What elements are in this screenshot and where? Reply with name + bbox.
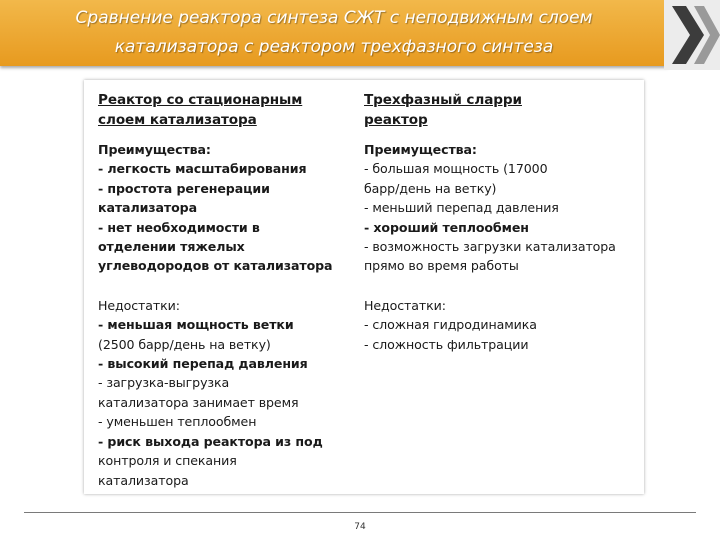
list-item: контроля и спекания <box>98 453 237 469</box>
list-item: (2500 барр/день на ветку) <box>98 336 271 352</box>
fixed-bed-heading-line-2: слоем катализатора <box>98 112 257 128</box>
list-item: - хороший теплообмен <box>364 219 529 235</box>
list-item: - меньший перепад давления <box>364 200 559 216</box>
list-item: катализатора <box>98 472 189 488</box>
comparison-panel <box>84 80 644 494</box>
list-item: - уменьшен теплообмен <box>98 414 257 430</box>
slide-title-line-1: Сравнение реактора синтеза СЖТ с неподвижным слоем <box>75 8 593 28</box>
list-item: отделении тяжелых <box>98 239 245 255</box>
list-item: - нет необходимости в <box>98 219 260 235</box>
slurry-heading-line-1: Трехфазный сларри <box>364 92 522 108</box>
list-item: - большая мощность (17000 <box>364 161 548 177</box>
slurry-heading-line-2: реактор <box>364 112 428 128</box>
list-item: - меньшая мощность ветки <box>98 317 294 333</box>
list-item: - сложная гидродинамика <box>364 317 537 333</box>
list-item: - высокий перепад давления <box>98 356 308 372</box>
list-item: - простота регенерации <box>98 180 270 196</box>
slurry-advantages-title: Преимущества: <box>364 142 477 157</box>
list-item: - риск выхода реактора из под <box>98 433 323 449</box>
list-item: - сложность фильтрации <box>364 336 529 352</box>
list-item: прямо во время работы <box>364 258 519 274</box>
list-item: углеводородов от катализатора <box>98 258 333 274</box>
list-item: катализатора занимает время <box>98 394 299 410</box>
slurry-column <box>364 90 636 354</box>
chevron-arrows-icon <box>664 0 720 70</box>
footer-divider <box>24 512 696 513</box>
list-item: катализатора <box>98 200 197 216</box>
fixed-bed-advantages-title: Преимущества: <box>98 142 211 157</box>
fixed-bed-heading-line-1: Реактор со стационарным <box>98 92 303 108</box>
list-item: - легкость масштабирования <box>98 161 307 177</box>
page-number: 74 <box>354 522 366 532</box>
list-item: - загрузка-выгрузка <box>98 375 230 391</box>
slide-title-line-2: катализатора с реактором трехфазного синтеза <box>114 37 554 57</box>
title-banner <box>0 0 668 66</box>
list-item: - возможность загрузки катализатора <box>364 239 616 255</box>
slide-title <box>0 4 668 62</box>
fixed-bed-column <box>98 90 336 490</box>
list-item: барр/день на ветку) <box>364 180 497 196</box>
slurry-disadvantages-title: Недостатки: <box>364 297 446 313</box>
fixed-bed-disadvantages-title: Недостатки: <box>98 297 180 313</box>
